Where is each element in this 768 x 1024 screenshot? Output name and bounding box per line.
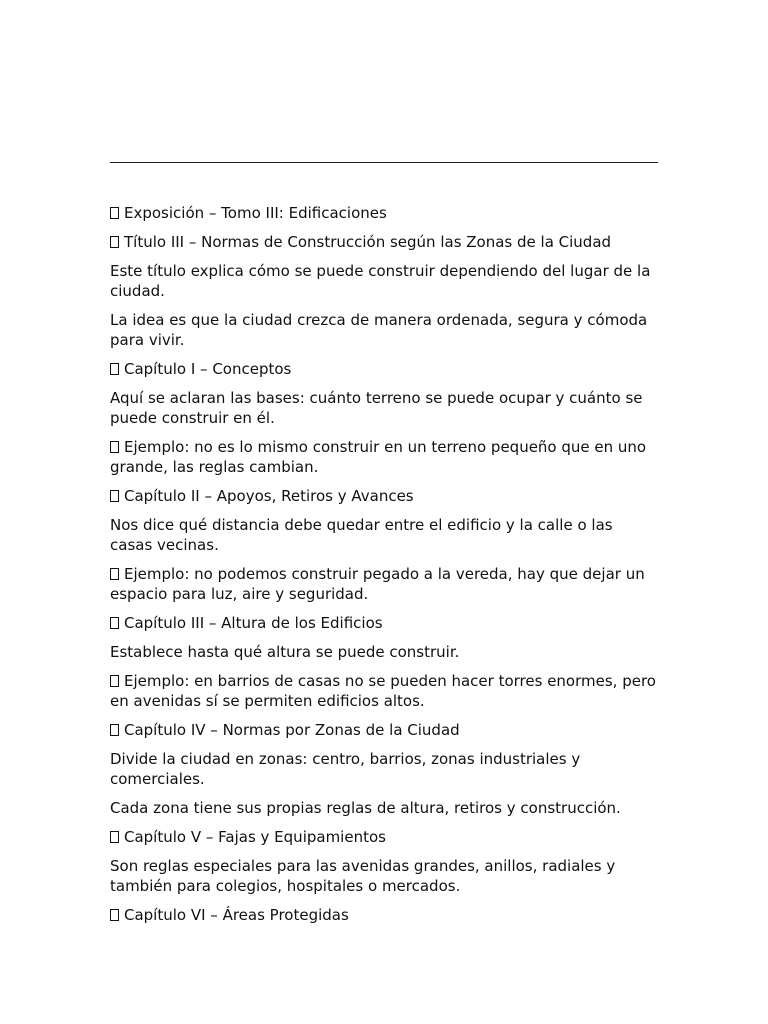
paragraph xyxy=(110,359,658,379)
paragraph xyxy=(110,671,658,711)
paragraph-text: Capítulo I – Conceptos xyxy=(124,360,292,378)
missing-glyph-icon xyxy=(110,363,119,375)
paragraph-text: Este título explica cómo se puede construir dependiendo del lugar de la ciudad. xyxy=(110,262,651,300)
paragraph-text: Capítulo V – Fajas y Equipamientos xyxy=(124,828,386,846)
missing-glyph-icon xyxy=(110,909,119,921)
missing-glyph-icon xyxy=(110,207,119,219)
paragraph-text: Establece hasta qué altura se puede construir. xyxy=(110,643,460,661)
paragraph xyxy=(110,486,658,506)
header-rule xyxy=(110,162,658,163)
paragraph xyxy=(110,515,658,555)
missing-glyph-icon xyxy=(110,236,119,248)
paragraph xyxy=(110,749,658,789)
missing-glyph-icon xyxy=(110,617,119,629)
paragraph xyxy=(110,437,658,477)
paragraph-text: Ejemplo: no podemos construir pegado a la vereda, hay que dejar un espacio para luz, aire y seguridad. xyxy=(110,565,645,603)
document-page xyxy=(110,0,658,1024)
paragraph-text: Exposición – Tomo III: Edificaciones xyxy=(124,204,387,222)
paragraph xyxy=(110,827,658,847)
missing-glyph-icon xyxy=(110,831,119,843)
paragraph xyxy=(110,905,658,925)
document-body xyxy=(110,203,658,934)
paragraph xyxy=(110,388,658,428)
paragraph xyxy=(110,564,658,604)
paragraph-text: Son reglas especiales para las avenidas grandes, anillos, radiales y también para colegios, hospitales o mercados. xyxy=(110,857,616,895)
missing-glyph-icon xyxy=(110,568,119,580)
paragraph-text: Cada zona tiene sus propias reglas de altura, retiros y construcción. xyxy=(110,799,621,817)
paragraph-text: Capítulo II – Apoyos, Retiros y Avances xyxy=(124,487,414,505)
paragraph xyxy=(110,310,658,350)
paragraph-text: La idea es que la ciudad crezca de manera ordenada, segura y cómoda para vivir. xyxy=(110,311,648,349)
paragraph xyxy=(110,642,658,662)
missing-glyph-icon xyxy=(110,724,119,736)
paragraph-text: Capítulo III – Altura de los Edificios xyxy=(124,614,383,632)
paragraph xyxy=(110,798,658,818)
paragraph-text: Divide la ciudad en zonas: centro, barrios, zonas industriales y comerciales. xyxy=(110,750,581,788)
paragraph-text: Título III – Normas de Construcción según las Zonas de la Ciudad xyxy=(124,233,612,251)
missing-glyph-icon xyxy=(110,441,119,453)
missing-glyph-icon xyxy=(110,675,119,687)
paragraph xyxy=(110,613,658,633)
paragraph xyxy=(110,232,658,252)
paragraph-text: Ejemplo: en barrios de casas no se pueden hacer torres enormes, pero en avenidas sí se permiten edificios altos. xyxy=(110,672,656,710)
paragraph-text: Capítulo IV – Normas por Zonas de la Ciudad xyxy=(124,721,460,739)
paragraph-text: Capítulo VI – Áreas Protegidas xyxy=(124,906,349,924)
paragraph-text: Nos dice qué distancia debe quedar entre el edificio y la calle o las casas vecinas. xyxy=(110,516,613,554)
paragraph xyxy=(110,203,658,223)
paragraph-text: Ejemplo: no es lo mismo construir en un terreno pequeño que en uno grande, las reglas cambian. xyxy=(110,438,647,476)
paragraph xyxy=(110,856,658,896)
paragraph xyxy=(110,720,658,740)
paragraph xyxy=(110,261,658,301)
missing-glyph-icon xyxy=(110,490,119,502)
paragraph-text: Aquí se aclaran las bases: cuánto terreno se puede ocupar y cuánto se puede construir en él. xyxy=(110,389,643,427)
